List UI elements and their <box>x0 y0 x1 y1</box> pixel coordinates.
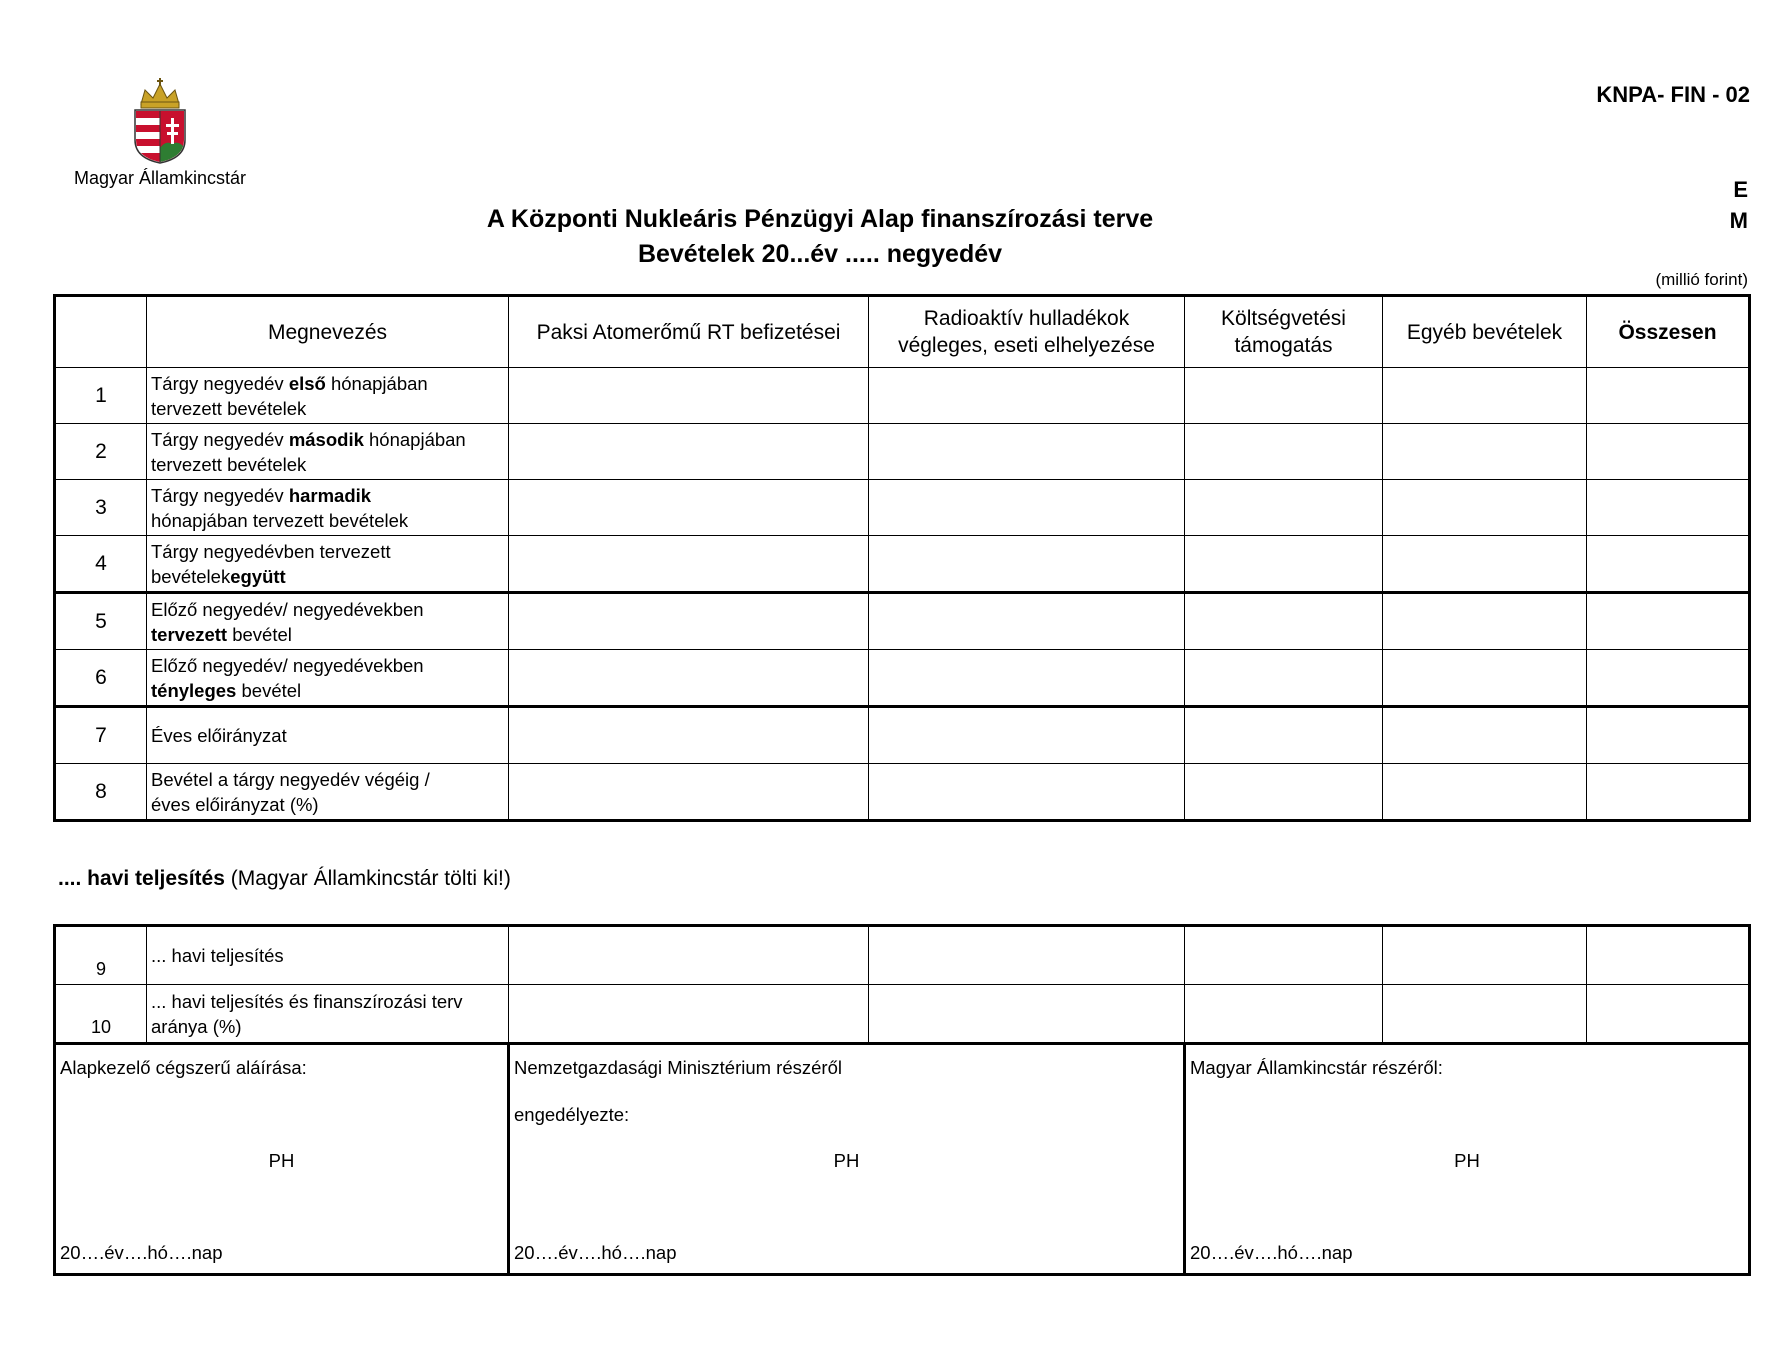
row-label: Tárgy negyedév harmadik hónapjában tervezett bevételek <box>147 480 509 536</box>
stamp-placeholder: PH <box>268 1150 295 1171</box>
row-label: Előző negyedév/ negyedévekben tényleges bevétel <box>147 650 509 707</box>
input-cell[interactable] <box>1185 985 1383 1044</box>
input-cell[interactable] <box>869 480 1185 536</box>
input-cell[interactable] <box>1587 424 1750 480</box>
input-cell[interactable] <box>509 650 869 707</box>
input-cell[interactable] <box>1383 985 1587 1044</box>
header-total: Összesen <box>1587 296 1750 368</box>
input-cell[interactable] <box>1383 650 1587 707</box>
header-budget-support: Költségvetési támogatás <box>1185 296 1383 368</box>
row-label: Tárgy negyedév második hónapjában tervezett bevételek <box>147 424 509 480</box>
row-number: 4 <box>55 536 147 593</box>
table-row <box>55 424 1750 480</box>
header-other-income: Egyéb bevételek <box>1383 296 1587 368</box>
row-number: 10 <box>55 985 147 1044</box>
input-cell[interactable] <box>1383 536 1587 593</box>
stamp-placeholder: PH <box>833 1150 860 1171</box>
row-label: Éves előirányzat <box>147 707 509 764</box>
stamp-placeholder: PH <box>1454 1150 1480 1171</box>
row-label: ... havi teljesítés <box>147 926 509 985</box>
row-label: ... havi teljesítés és finanszírozási terv aránya (%) <box>147 985 509 1044</box>
input-cell[interactable] <box>1587 480 1750 536</box>
header-radioactive: Radioaktív hulladékok végleges, eseti elhelyezése <box>869 296 1185 368</box>
input-cell[interactable] <box>869 707 1185 764</box>
input-cell[interactable] <box>509 764 869 821</box>
title-line-1: A Központi Nukleáris Pénzügyi Alap finanszírozási terve <box>486 205 1154 233</box>
input-cell[interactable] <box>509 424 869 480</box>
input-cell[interactable] <box>1383 368 1587 424</box>
input-cell[interactable] <box>1587 368 1750 424</box>
plan-table <box>53 294 1751 822</box>
input-cell[interactable] <box>1383 593 1587 650</box>
row-number: 8 <box>55 764 147 821</box>
row-number: 2 <box>55 424 147 480</box>
input-cell[interactable] <box>869 593 1185 650</box>
table-row <box>55 536 1750 593</box>
org-name: Magyar Államkincstár <box>73 168 247 188</box>
table-row <box>55 985 1750 1044</box>
input-cell[interactable] <box>1185 926 1383 985</box>
input-cell[interactable] <box>1587 593 1750 650</box>
row-label: Bevétel a tárgy negyedév végéig / éves előirányzat (%) <box>147 764 509 821</box>
performance-table <box>53 924 1751 1276</box>
row-label: Előző negyedév/ negyedévekben tervezett bevétel <box>147 593 509 650</box>
table-row <box>55 593 1750 650</box>
unit-note: (millió forint) <box>1655 270 1748 289</box>
input-cell[interactable] <box>1185 707 1383 764</box>
input-cell[interactable] <box>509 707 869 764</box>
date-field: 20….év….hó….nap <box>514 1242 677 1263</box>
input-cell[interactable] <box>869 650 1185 707</box>
header-number <box>55 296 147 368</box>
org-logo-block <box>60 78 260 189</box>
input-cell[interactable] <box>869 368 1185 424</box>
signature-box-fund-manager[interactable]: Alapkezelő cégszerű aláírása: PH 20….év….hó….nap <box>55 1044 509 1275</box>
input-cell[interactable] <box>869 926 1185 985</box>
input-cell[interactable] <box>1587 650 1750 707</box>
table-row <box>55 926 1750 985</box>
form-code: KNPA- FIN - 02 <box>1596 82 1750 107</box>
title-line-2: Bevételek 20...év ..... negyedév <box>637 240 1003 268</box>
input-cell[interactable] <box>509 593 869 650</box>
input-cell[interactable] <box>1587 926 1750 985</box>
table-row <box>55 368 1750 424</box>
input-cell[interactable] <box>1383 424 1587 480</box>
input-cell[interactable] <box>1587 764 1750 821</box>
table-row <box>55 764 1750 821</box>
input-cell[interactable] <box>1185 368 1383 424</box>
input-cell[interactable] <box>1185 593 1383 650</box>
input-cell[interactable] <box>1185 536 1383 593</box>
row-number: 9 <box>55 926 147 985</box>
table-row <box>55 650 1750 707</box>
input-cell[interactable] <box>1185 424 1383 480</box>
row-label: Tárgy negyedév első hónapjában tervezett bevételek <box>147 368 509 424</box>
input-cell[interactable] <box>509 536 869 593</box>
input-cell[interactable] <box>1383 926 1587 985</box>
signature-box-ministry[interactable]: Nemzetgazdasági Minisztérium részéről engedélyezte: PH 20….év….hó….nap <box>509 1044 1185 1275</box>
em-letter-m: M <box>1729 208 1748 233</box>
table-row <box>55 707 1750 764</box>
input-cell[interactable] <box>1383 480 1587 536</box>
input-cell[interactable] <box>509 926 869 985</box>
signature-row <box>55 1044 1750 1275</box>
monthly-performance-heading: .... havi teljesítés (Magyar Államkincstár tölti ki!) <box>58 867 511 890</box>
input-cell[interactable] <box>509 480 869 536</box>
input-cell[interactable] <box>869 536 1185 593</box>
date-field: 20….év….hó….nap <box>1190 1242 1353 1263</box>
signature-box-treasury[interactable]: Magyar Államkincstár részéről: PH 20….év….hó….nap <box>1185 1044 1750 1275</box>
input-cell[interactable] <box>1587 536 1750 593</box>
input-cell[interactable] <box>1587 985 1750 1044</box>
input-cell[interactable] <box>1185 480 1383 536</box>
header-name: Megnevezés <box>147 296 509 368</box>
em-letters <box>1730 174 1748 236</box>
row-label: Tárgy negyedévben tervezett bevételekegyütt <box>147 536 509 593</box>
page-title <box>0 202 1640 272</box>
row-number: 3 <box>55 480 147 536</box>
input-cell[interactable] <box>509 985 869 1044</box>
input-cell[interactable] <box>1383 707 1587 764</box>
input-cell[interactable] <box>869 764 1185 821</box>
input-cell[interactable] <box>869 985 1185 1044</box>
row-number: 1 <box>55 368 147 424</box>
input-cell[interactable] <box>1383 764 1587 821</box>
table-row <box>55 480 1750 536</box>
header-row <box>55 296 1750 368</box>
input-cell[interactable] <box>509 368 869 424</box>
input-cell[interactable] <box>1587 707 1750 764</box>
coat-of-arms-icon <box>131 78 189 164</box>
input-cell[interactable] <box>1185 650 1383 707</box>
header-paks: Paksi Atomerőmű RT befizetései <box>509 296 869 368</box>
row-number: 7 <box>55 707 147 764</box>
date-field: 20….év….hó….nap <box>60 1242 223 1263</box>
input-cell[interactable] <box>1185 764 1383 821</box>
row-number: 6 <box>55 650 147 707</box>
input-cell[interactable] <box>869 424 1185 480</box>
em-letter-e: E <box>1733 177 1748 202</box>
row-number: 5 <box>55 593 147 650</box>
